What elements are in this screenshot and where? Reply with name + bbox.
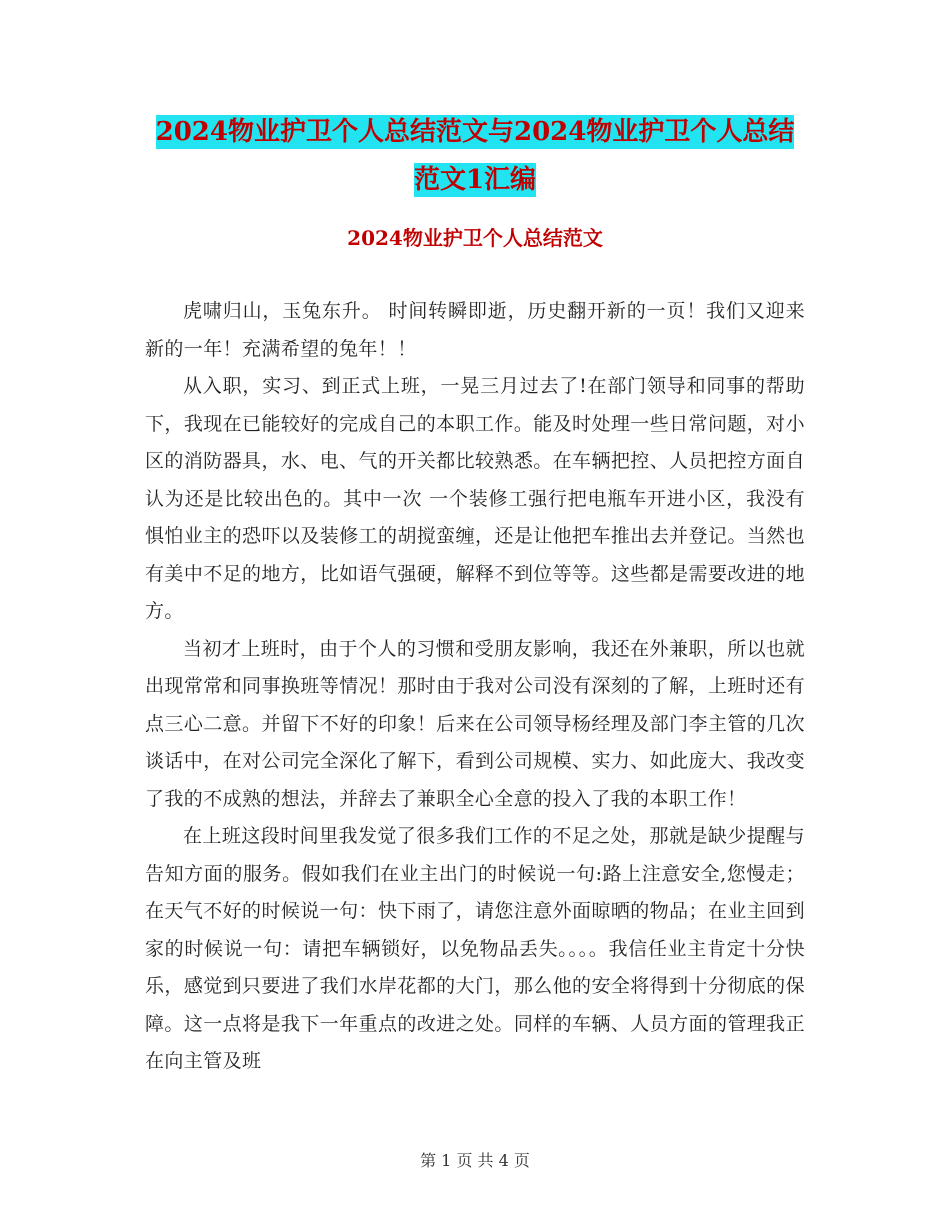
paragraph: 在上班这段时间里我发觉了很多我们工作的不足之处，那就是缺少提醒与告知方面的服务。假如我们在业主出门的时候说一句:路上注意安全,您慢走；在天气不好的时候说一句：快下雨了，请您注意外面晾晒的物品；在业主回到家的时候说一句：请把车辆锁好，以免物品丢失。。。。我信任业主肯定十分快乐，感觉到只要进了我们水岸花都的大门，那么他的安全将得到十分彻底的保障。这一点将是我下一年重点的改进之处。同样的车辆、人员方面的管理我正在向主管及班: [145, 825, 805, 1072]
document-body: [145, 293, 805, 1081]
paragraph: 虎啸归山，玉兔东升。 时间转瞬即逝，历史翻开新的一页！我们又迎来新的一年！充满希望的兔年！！: [145, 300, 805, 360]
document-title: [0, 108, 950, 204]
paragraph: 当初才上班时，由于个人的习惯和受朋友影响，我还在外兼职，所以也就出现常常和同事换班等情况！那时由于我对公司没有深刻的了解，上班时还有点三心二意。并留下不好的印象！后来在公司领导杨经理及部门李主管的几次谈话中，在对公司完全深化了解下，看到公司规模、实力、如此庞大、我改变了我的不成熟的想法，并辞去了兼职全心全意的投入了我的本职工作！: [145, 637, 805, 810]
page-footer: 第 1 页 共 4 页: [420, 1151, 530, 1170]
paragraph: 从入职，实习、到正式上班，一晃三月过去了!在部门领导和同事的帮助下，我现在已能较好的完成自己的本职工作。能及时处理一些日常问题，对小区的消防器具，水、电、气的开关都比较熟悉。在车辆把控、人员把控方面自认为还是比较出色的。其中一次 一个装修工强行把电瓶车开进小区，我没有惧怕业主的恐吓以及装修工的胡搅蛮缠，还是让他把车推出去并登记。当然也有美中不足的地方，比如语气强硬，解释不到位等等。这些都是需要改进的地方。: [145, 375, 805, 622]
section-title: 2024物业护卫个人总结范文: [347, 226, 603, 250]
title-line-1: 2024物业护卫个人总结范文与2024物业护卫个人总结: [155, 117, 795, 147]
title-line-2: 范文1汇编: [413, 165, 537, 195]
